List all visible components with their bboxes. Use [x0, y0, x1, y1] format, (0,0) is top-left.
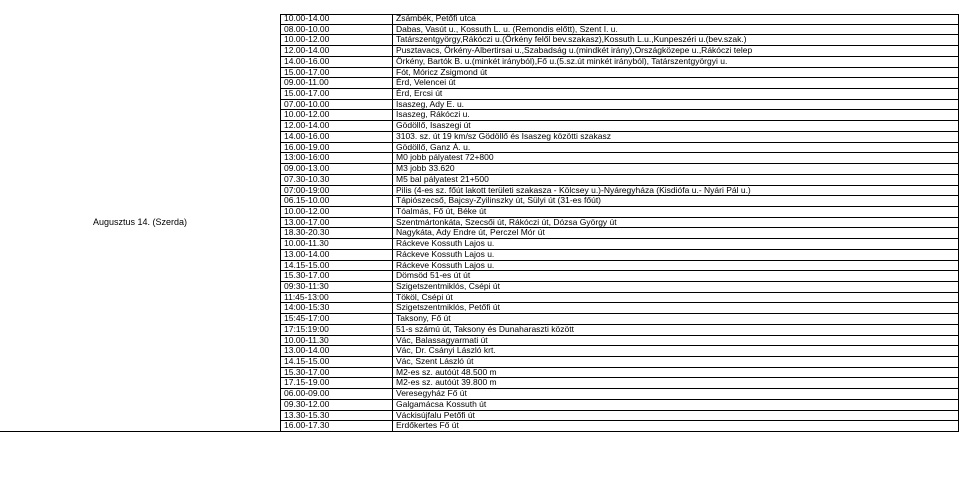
location-cell: Veresegyház Fő út	[393, 389, 959, 400]
location-cell: Érd, Velencei út	[393, 78, 959, 89]
time-cell: 07:00-19:00	[281, 185, 393, 196]
time-cell: 14.15-15.00	[281, 260, 393, 271]
time-cell: 09.00-11.00	[281, 78, 393, 89]
time-cell: 10.00-12.00	[281, 206, 393, 217]
time-cell: 10.00-12.00	[281, 35, 393, 46]
location-cell: Szigetszentmiklós, Petőfi út	[393, 303, 959, 314]
time-cell: 15:45-17:00	[281, 314, 393, 325]
location-cell: Ráckeve Kossuth Lajos u.	[393, 239, 959, 250]
location-cell: Tatárszentgyörgy,Rákóczi u.(Örkény felől bev.szakasz),Kossuth L.u.,Kunpeszéri u.(bev.szak.)	[393, 35, 959, 46]
time-cell: 14.15-15.00	[281, 357, 393, 368]
time-cell: 06.00-09.00	[281, 389, 393, 400]
time-cell: 07.30-10.30	[281, 174, 393, 185]
time-cell: 13.00-17.00	[281, 217, 393, 228]
time-cell: 13.00-14.00	[281, 346, 393, 357]
time-cell: 10.00-12.00	[281, 110, 393, 121]
schedule-rows	[0, 14, 959, 432]
location-cell: Tököl, Csépi út	[393, 292, 959, 303]
location-cell: Vác, Balassagyarmati út	[393, 335, 959, 346]
date-cell: Augusztus 14. (Szerda)	[0, 14, 281, 432]
time-cell: 09:30-11:30	[281, 281, 393, 292]
time-cell: 10.00-11.30	[281, 239, 393, 250]
location-cell: Taksony, Fő út	[393, 314, 959, 325]
time-cell: 16.00-17.30	[281, 421, 393, 432]
location-cell: Zsámbék, Petőfi utca	[393, 14, 959, 24]
time-cell: 15.30-17.00	[281, 367, 393, 378]
time-cell: 14.00-16.00	[281, 56, 393, 67]
location-cell: Érd, Ercsi út	[393, 89, 959, 100]
speed-check-schedule-table	[0, 14, 959, 432]
time-cell: 12.00-14.00	[281, 121, 393, 132]
time-cell: 15.00-17.00	[281, 67, 393, 78]
location-cell: Dabas, Vasút u., Kossuth L. u. (Remondis előtt), Szent I. u.	[393, 24, 959, 35]
time-cell: 10.00-14.00	[281, 14, 393, 24]
time-cell: 09.30-12.00	[281, 399, 393, 410]
time-cell: 15.00-17.00	[281, 89, 393, 100]
time-cell: 08.00-10.00	[281, 24, 393, 35]
location-cell: M2-es sz. autóút 48.500 m	[393, 367, 959, 378]
time-cell: 13.00-14.00	[281, 249, 393, 260]
location-cell: Isaszeg, Rákóczi u.	[393, 110, 959, 121]
schedule-sheet	[0, 14, 959, 432]
location-cell: 3103. sz. út 19 km/sz Gödöllő és Isaszeg közötti szakasz	[393, 131, 959, 142]
location-cell: Nagykáta, Ady Endre út, Perczel Mór út	[393, 228, 959, 239]
time-cell: 15.30-17.00	[281, 271, 393, 282]
location-cell: Vác, Szent László út	[393, 357, 959, 368]
location-cell: Pilis (4-es sz. főút lakott területi szakasza - Kölcsey u.)-Nyáregyháza (Kisdiófa u.- Nyári Pál u.)	[393, 185, 959, 196]
location-cell: Örkény, Bartók B. u.(minkét irányból),Fő u.(5.sz.út minkét irányból), Tatárszentgyörgyi u.	[393, 56, 959, 67]
time-cell: 13:00-16:00	[281, 153, 393, 164]
time-cell: 11:45-13:00	[281, 292, 393, 303]
time-cell: 07.00-10.00	[281, 99, 393, 110]
time-cell: 18.30-20.30	[281, 228, 393, 239]
table-row	[0, 14, 959, 24]
location-cell: Galgamácsa Kossuth út	[393, 399, 959, 410]
time-cell: 16.00-19.00	[281, 142, 393, 153]
location-cell: Szentmártonkáta, Szecsői út, Rákóczi út, Dózsa György út	[393, 217, 959, 228]
location-cell: Gödöllő, Isaszegi út	[393, 121, 959, 132]
location-cell: Ráckeve Kossuth Lajos u.	[393, 260, 959, 271]
time-cell: 12.00-14.00	[281, 46, 393, 57]
time-cell: 09.00-13.00	[281, 164, 393, 175]
location-cell: 51-s számú út, Taksony és Dunaharaszti között	[393, 324, 959, 335]
location-cell: Szigetszentmiklós, Csépi út	[393, 281, 959, 292]
location-cell: Gödöllő, Ganz Á. u.	[393, 142, 959, 153]
location-cell: Tóalmás, Fő út, Béke út	[393, 206, 959, 217]
location-cell: Váckisújfalu Petőfi út	[393, 410, 959, 421]
location-cell: Isaszeg, Ady E. u.	[393, 99, 959, 110]
location-cell: Tápiószecső, Bajcsy-Zyilinszky út, Sülyi út (31-es főút)	[393, 196, 959, 207]
location-cell: Dömsöd 51-es út út	[393, 271, 959, 282]
location-cell: Vác, Dr. Csányi László krt.	[393, 346, 959, 357]
location-cell: M5 bal pályatest 21+500	[393, 174, 959, 185]
location-cell: Erdőkertes Fő út	[393, 421, 959, 432]
location-cell: M3 jobb 33.620	[393, 164, 959, 175]
time-cell: 17.15-19.00	[281, 378, 393, 389]
location-cell: M0 jobb pályatest 72+800	[393, 153, 959, 164]
time-cell: 14.00-16.00	[281, 131, 393, 142]
time-cell: 10.00-11.30	[281, 335, 393, 346]
location-cell: Fót, Móricz Zsigmond út	[393, 67, 959, 78]
location-cell: Ráckeve Kossuth Lajos u.	[393, 249, 959, 260]
time-cell: 13.30-15.30	[281, 410, 393, 421]
time-cell: 06.15-10.00	[281, 196, 393, 207]
time-cell: 14:00-15:30	[281, 303, 393, 314]
time-cell: 17:15:19:00	[281, 324, 393, 335]
location-cell: M2-es sz. autóút 39.800 m	[393, 378, 959, 389]
location-cell: Pusztavacs, Örkény-Albertirsai u.,Szabadság u.(mindkét irány),Országközepe u.,Rákóczi telep	[393, 46, 959, 57]
